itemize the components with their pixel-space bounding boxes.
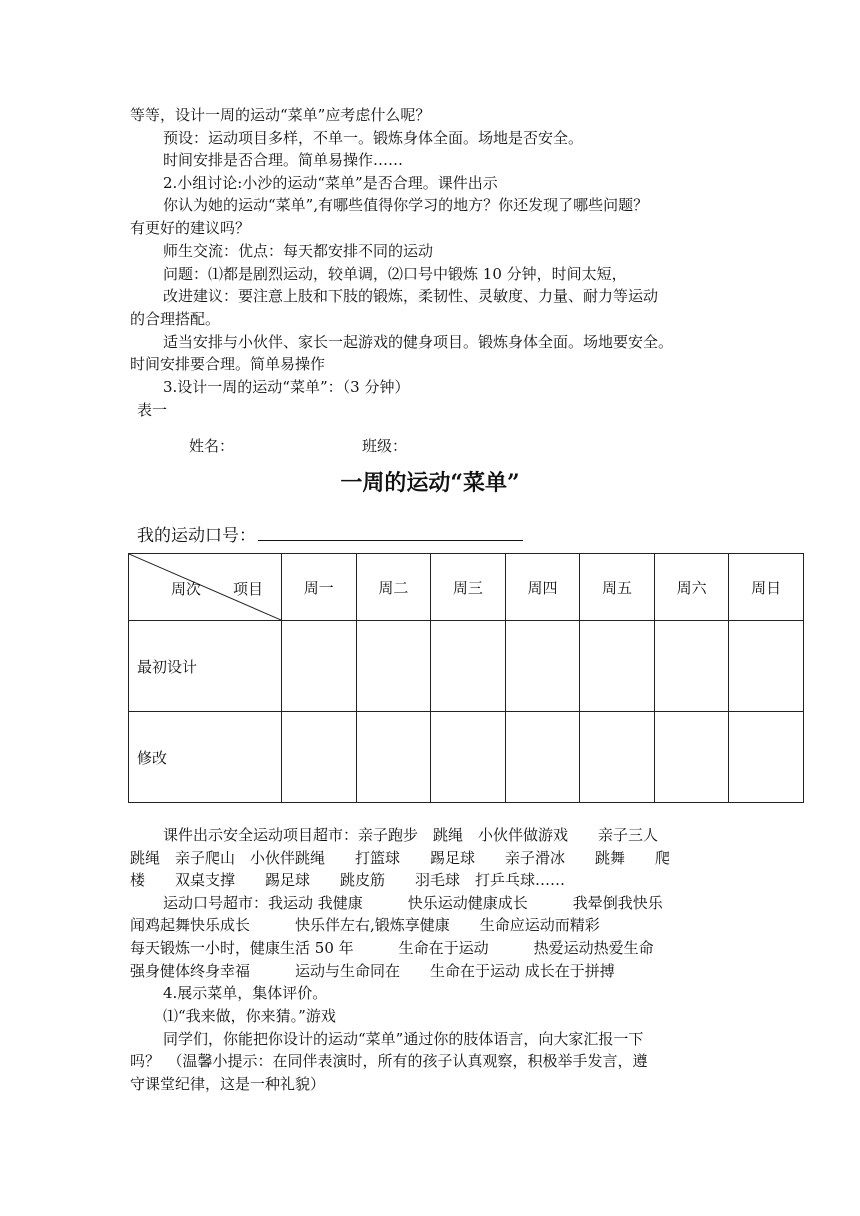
table-cell[interactable] [431,712,506,803]
text-line: 问题：⑴都是剧烈运动，较单调，⑵口号中锻炼 10 分钟，时间太短， [163,265,627,283]
table-cell[interactable] [282,712,357,803]
text-line: 有更好的建议吗？ [130,219,251,237]
text-line: 师生交流：优点：每天都安排不同的运动 [163,242,434,260]
table-cell[interactable] [654,621,729,712]
text-line: 时间安排要合理。简单易操作 [130,355,326,373]
text-line: 守课堂纪律，这是一种礼貌） [130,1075,326,1093]
table-caption: 表一 [137,401,168,419]
corner-label-week: 周次 [171,580,202,598]
section-heading: 2.小组讨论:小沙的运动“菜单”是否合理。课件出示 [163,174,498,192]
text-line: 时间安排是否合理。简单易操作…… [163,151,404,169]
table-cell[interactable] [580,621,655,712]
text-line: 等等，设计一周的运动“菜单”应考虑什么呢？ [130,106,431,124]
table-cell[interactable] [356,712,431,803]
day-header: 周三 [431,554,506,621]
text-line: 课件出示安全运动项目超市：亲子跑步 跳绳 小伙伴做游戏 亲子三人 [163,826,659,844]
text-line: 你认为她的运动“菜单”,有哪些值得你学习的地方？你还发现了哪些问题？ [163,196,649,214]
table-header-row [129,554,804,621]
text-line: 强身健体终身幸福 运动与生命同在 生命在于运动 成长在于拼搏 [130,962,615,980]
table-cell[interactable] [356,621,431,712]
slogan-label: 我的运动口号： [137,526,256,546]
day-header: 周四 [505,554,580,621]
table-row [129,712,804,803]
text-line: 吗？ （温馨小提示：在同伴表演时，所有的孩子认真观察，积极举手发言，遵 [130,1052,648,1070]
corner-cell [129,554,282,621]
class-label: 班级： [362,437,408,455]
text-line: 同学们，你能把你设计的运动“菜单”通过你的肢体语言，向大家汇报一下 [163,1030,644,1048]
text-line: 闻鸡起舞快乐成长 快乐伴左右,锻炼享健康 生命应运动而精彩 [130,916,600,934]
table-cell[interactable] [580,712,655,803]
day-header: 周一 [282,554,357,621]
text-line: ⑴“我来做，你来猜。”游戏 [163,1007,336,1025]
table-cell[interactable] [505,621,580,712]
text-line: 每天锻炼一小时，健康生活 50 年 生命在于运动 热爱运动热爱生命 [130,939,654,957]
table-cell[interactable] [505,712,580,803]
slogan-row [137,522,523,548]
text-line: 运动口号超市：我运动 我健康 快乐运动健康成长 我晕倒我快乐 [163,894,663,912]
table-cell[interactable] [282,621,357,712]
weekly-menu-table [128,553,804,803]
table-cell[interactable] [729,621,804,712]
day-header: 周六 [654,554,729,621]
table-cell[interactable] [654,712,729,803]
menu-title: 一周的运动“菜单” [340,470,520,496]
name-label: 姓名： [189,437,235,455]
text-line: 的合理搭配。 [130,310,221,328]
text-line: 适当安排与小伙伴、家长一起游戏的健身项目。锻炼身体全面。场地要安全。 [163,333,674,351]
day-header: 周五 [580,554,655,621]
day-header: 周二 [356,554,431,621]
table-cell[interactable] [431,621,506,712]
row-label-revision: 修改 [129,712,282,803]
corner-label-item: 项目 [233,580,264,598]
text-line: 跳绳 亲子爬山 小伙伴跳绳 打篮球 踢足球 亲子滑冰 跳舞 爬 [130,849,671,867]
table-row [129,621,804,712]
section-heading: 4.展示菜单，集体评价。 [163,984,328,1002]
text-line: 楼 双桌支撑 踢足球 跳皮筋 羽毛球 打乒乓球…… [130,871,566,889]
table-cell[interactable] [729,712,804,803]
row-label-initial-design: 最初设计 [129,621,282,712]
day-header: 周日 [729,554,804,621]
text-line: 预设：运动项目多样，不单一。锻炼身体全面。场地是否安全。 [163,129,584,147]
section-heading: 3.设计一周的运动“菜单”：（3 分钟） [163,378,410,396]
text-line: 改进建议：要注意上肢和下肢的锻炼，柔韧性、灵敏度、力量、耐力等运动 [163,287,659,305]
slogan-blank-line[interactable] [258,522,523,541]
